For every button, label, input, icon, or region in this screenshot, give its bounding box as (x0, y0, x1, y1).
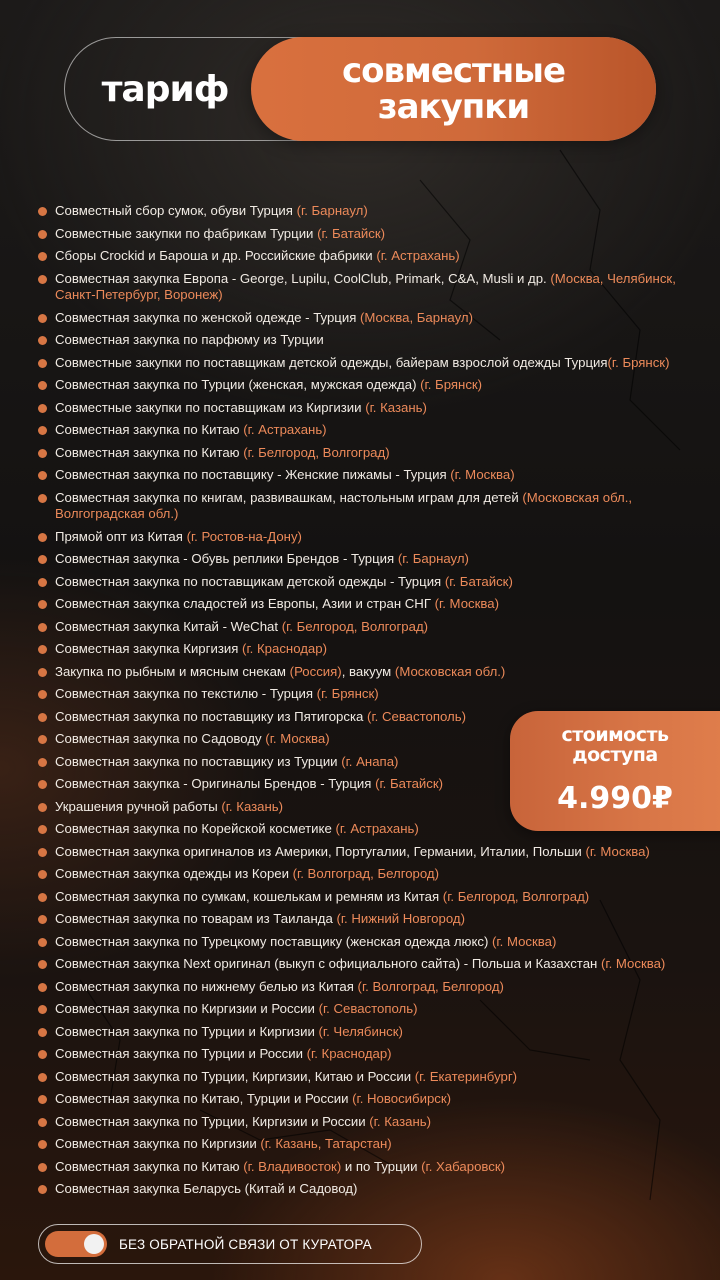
item-location: (г. Севастополь) (367, 708, 466, 724)
item-location: (г. Батайск) (375, 776, 444, 791)
item-text: Совместный сбор сумок, обуви Турция (55, 203, 297, 218)
item-location: (г. Белгород, Волгоград) (442, 888, 590, 904)
list-item (38, 203, 698, 220)
bullet-icon (38, 1050, 47, 1059)
list-item (38, 889, 698, 906)
item-text: Совместная закупка по Киргизии (55, 1136, 261, 1151)
item-text: Совместная закупка одежды из Кореи (55, 866, 293, 881)
bullet-icon (38, 426, 47, 435)
bullet-icon (38, 668, 47, 677)
list-item (38, 1159, 698, 1176)
bullet-icon (38, 533, 47, 542)
item-location: (г. Астрахань) (243, 422, 327, 437)
list-item (38, 551, 698, 568)
list-item (38, 619, 698, 636)
bullet-icon (38, 336, 47, 345)
item-text: Совместная закупка по поставщику из Турции (55, 753, 342, 769)
item-text: Совместная закупка по Китаю, Турции и России (55, 1091, 353, 1106)
bullet-icon (38, 252, 47, 261)
bullet-icon (38, 960, 47, 969)
item-text: Совместная закупка по поставщикам детской одежды - Турция (55, 573, 445, 589)
list-item (38, 332, 698, 349)
list-item (38, 686, 698, 703)
list-item (38, 529, 698, 546)
list-item (38, 1001, 698, 1018)
bullet-icon (38, 1005, 47, 1014)
item-text: Совместная закупка по Китаю (55, 1158, 244, 1174)
list-item (38, 226, 698, 243)
tariff-title-line1: совместные (341, 51, 566, 91)
item-text: Совместная закупка по парфюму из Турции (55, 332, 324, 347)
item-location: (г. Москва) (434, 596, 499, 611)
item-text: Совместная закупка по Турции, Киргизии, Китаю и России (55, 1068, 415, 1084)
item-location: (г. Краснодар) (306, 1046, 392, 1061)
item-text: Совместная закупка по Турции и России (55, 1046, 307, 1061)
item-text: Совместная закупка Next оригинал (выкуп с официального сайта) - Польша и Казахстан (55, 956, 601, 971)
item-location: (г. Волгоград, Белгород) (357, 978, 504, 994)
item-location: (г. Москва) (265, 731, 330, 746)
item-location: (г. Москва) (492, 933, 557, 949)
item-text: Совместная закупка Китай - WeChat (55, 618, 282, 634)
item-text: Совместная закупка по Китаю (55, 444, 244, 460)
list-item (38, 1181, 698, 1198)
item-text: Совместная закупка по текстилю - Турция (55, 686, 317, 701)
tariff-title-line2: закупки (377, 87, 530, 127)
price-label-line2: доступа (572, 744, 658, 766)
item-text: Совместная закупка по книгам, развивашкам, настольным играм для детей (55, 489, 523, 505)
item-location: (г. Казань) (369, 1113, 431, 1129)
list-item (38, 490, 698, 523)
item-location: (г. Батайск) (317, 225, 386, 241)
toggle-knob (84, 1234, 104, 1254)
list-item (38, 1091, 698, 1108)
item-location: (г. Москва) (450, 467, 515, 482)
item-location: (г. Нижний Новгород) (336, 911, 465, 926)
item-location: (г. Казань) (365, 399, 427, 415)
bullet-icon (38, 314, 47, 323)
list-item (38, 310, 698, 327)
item-text: Совместная закупка по сумкам, кошелькам и ремням из Китая (55, 888, 443, 904)
item-location: (г. Астрахань) (376, 248, 460, 263)
curator-feedback-row (38, 1224, 422, 1264)
list-item (38, 271, 698, 304)
list-item (38, 1046, 698, 1063)
bullet-icon (38, 938, 47, 947)
bullet-icon (38, 1163, 47, 1172)
item-text-extra: , вакуум (341, 663, 395, 679)
item-text: Совместная закупка по Турции, Киргизии и России (55, 1113, 370, 1129)
item-text: Совместная закупка по Киргизии и России (55, 1001, 319, 1016)
bullet-icon (38, 915, 47, 924)
item-location: (г. Белгород, Волгоград) (281, 618, 429, 634)
price-label (510, 725, 720, 765)
bullet-icon (38, 230, 47, 239)
bullet-icon (38, 381, 47, 390)
bullet-icon (38, 1095, 47, 1104)
item-text: Совместная закупка по Турции (женская, мужская одежда) (55, 377, 421, 392)
item-location: (г. Анапа) (341, 753, 399, 769)
item-location: (г. Челябинск) (318, 1023, 403, 1039)
list-item (38, 844, 698, 861)
tariff-label-wrap (65, 38, 265, 140)
bullet-icon (38, 1185, 47, 1194)
bullet-icon (38, 1140, 47, 1149)
list-item (38, 355, 698, 372)
item-location: (г. Волгоград, Белгород) (292, 866, 440, 881)
purchase-list (38, 203, 698, 1204)
item-location: (г. Москва) (585, 843, 650, 859)
price-label-line1: стоимость (561, 724, 669, 746)
item-text: Совместная закупка - Оригиналы Брендов - Турция (55, 776, 376, 791)
curator-feedback-toggle[interactable] (45, 1231, 107, 1257)
item-text: Украшения ручной работы (55, 798, 222, 814)
list-item (38, 664, 698, 681)
item-location: (г. Казань) (221, 798, 284, 814)
list-item (38, 911, 698, 928)
item-location: (г. Москва) (600, 956, 666, 971)
item-location: (г. Батайск) (444, 573, 513, 589)
bullet-icon (38, 713, 47, 722)
list-item (38, 1069, 698, 1086)
item-location: (г. Краснодар) (242, 641, 327, 656)
bullet-icon (38, 735, 47, 744)
item-text: Совместная закупка по Корейской косметике (55, 821, 336, 836)
item-location: (г. Астрахань) (335, 821, 419, 836)
item-location: (г. Брянск) (316, 686, 379, 701)
list-item (38, 956, 698, 973)
bullet-icon (38, 690, 47, 699)
tariff-header (64, 37, 656, 141)
item-location-extra: (г. Хабаровск) (421, 1158, 506, 1174)
item-text: Закупка по рыбным и мясным снекам (55, 663, 290, 679)
item-text: Совместная закупка по товарам из Таиланда (55, 911, 337, 926)
bullet-icon (38, 803, 47, 812)
item-location: (г. Брянск) (420, 377, 483, 392)
list-item (38, 866, 698, 883)
item-text: Совместная закупка по Садоводу (55, 731, 266, 746)
item-location: (Москва, Барнаул) (360, 309, 473, 325)
bullet-icon (38, 1118, 47, 1127)
curator-feedback-label: БЕЗ ОБРАТНОЙ СВЯЗИ ОТ КУРАТОРА (119, 1236, 372, 1252)
bullet-icon (38, 758, 47, 767)
list-item (38, 377, 698, 394)
item-location: (г. Брянск) (607, 354, 670, 370)
list-item (38, 445, 698, 462)
price-value: 4.990₽ (557, 781, 673, 816)
item-location: (Москва, Челябинск, Санкт-Петербург, Воронеж) (55, 270, 676, 302)
item-text: Прямой опт из Китая (55, 528, 187, 544)
item-text: Совместные закупки по поставщикам детской одежды, байерам взрослой одежды Турция (55, 354, 608, 370)
bullet-icon (38, 600, 47, 609)
item-location: (Россия) (289, 663, 342, 679)
tariff-label: тариф (101, 68, 229, 110)
bullet-icon (38, 471, 47, 480)
bullet-icon (38, 555, 47, 564)
bullet-icon (38, 893, 47, 902)
bullet-icon (38, 780, 47, 789)
item-location: (г. Ростов-на-Дону) (186, 528, 302, 544)
bullet-icon (38, 404, 47, 413)
list-item (38, 1024, 698, 1041)
item-text: Совместная закупка по нижнему белью из Китая (55, 978, 358, 994)
list-item (38, 979, 698, 996)
bullet-icon (38, 870, 47, 879)
bullet-icon (38, 825, 47, 834)
list-item (38, 422, 698, 439)
bullet-icon (38, 1028, 47, 1037)
item-location: (г. Новосибирск) (352, 1091, 452, 1106)
item-text: Сборы Crockid и Бароша и др. Российские фабрики (55, 248, 377, 263)
item-location: (г. Белгород, Волгоград) (243, 444, 390, 460)
item-text: Совместная закупка оригиналов из Америки, Португалии, Германии, Италии, Польши (55, 843, 586, 859)
item-text: Совместная закупка сладостей из Европы, Азии и стран СНГ (55, 596, 435, 611)
bullet-icon (38, 645, 47, 654)
item-location: (г. Казань, Татарстан) (260, 1136, 392, 1151)
item-location: (г. Барнаул) (296, 203, 368, 218)
item-text: Совместная закупка Беларусь (Китай и Садовод) (55, 1181, 358, 1196)
item-text: Совместная закупка Киргизия (55, 641, 243, 656)
item-text: Совместная закупка по Турецкому поставщику (женская одежда люкс) (55, 933, 493, 949)
item-text: Совместная закупка по Китаю (55, 422, 244, 437)
bullet-icon (38, 848, 47, 857)
item-text: Совместные закупки по поставщикам из Киргизии (55, 399, 366, 415)
list-item (38, 1136, 698, 1153)
list-item (38, 467, 698, 484)
item-text: Совместные закупки по фабрикам Турции (55, 225, 318, 241)
list-item (38, 934, 698, 951)
bullet-icon (38, 1073, 47, 1082)
item-location: (г. Севастополь) (318, 1001, 418, 1016)
item-location: (г. Барнаул) (397, 551, 469, 566)
list-item (38, 248, 698, 265)
price-badge (510, 711, 720, 831)
item-text: Совместная закупка по женской одежде - Турция (55, 309, 361, 325)
bullet-icon (38, 578, 47, 587)
item-text: Совместная закупка Европа - George, Lupilu, CoolClub, Primark, C&A, Musli и др. (55, 270, 551, 286)
list-item (38, 400, 698, 417)
item-location-extra: (Московская обл.) (394, 663, 506, 679)
bullet-icon (38, 275, 47, 284)
item-location: (г. Екатеринбург) (414, 1068, 518, 1084)
item-text: Совместная закупка по поставщику - Женские пижамы - Турция (55, 467, 451, 482)
bullet-icon (38, 207, 47, 216)
item-text: Совместная закупка по поставщику из Пятигорска (55, 708, 368, 724)
bullet-icon (38, 359, 47, 368)
item-location: (г. Владивосток) (243, 1158, 342, 1174)
item-text: Совместная закупка по Турции и Киргизии (55, 1023, 319, 1039)
tariff-title-pill (251, 37, 656, 141)
item-location: (Московская обл., Волгоградская обл.) (55, 489, 633, 521)
list-item (38, 1114, 698, 1131)
list-item (38, 574, 698, 591)
bullet-icon (38, 983, 47, 992)
list-item (38, 641, 698, 658)
bullet-icon (38, 623, 47, 632)
bullet-icon (38, 494, 47, 503)
item-text-extra: и по Турции (341, 1158, 422, 1174)
item-text: Совместная закупка - Обувь реплики Брендов - Турция (55, 551, 398, 566)
list-item (38, 596, 698, 613)
bullet-icon (38, 449, 47, 458)
